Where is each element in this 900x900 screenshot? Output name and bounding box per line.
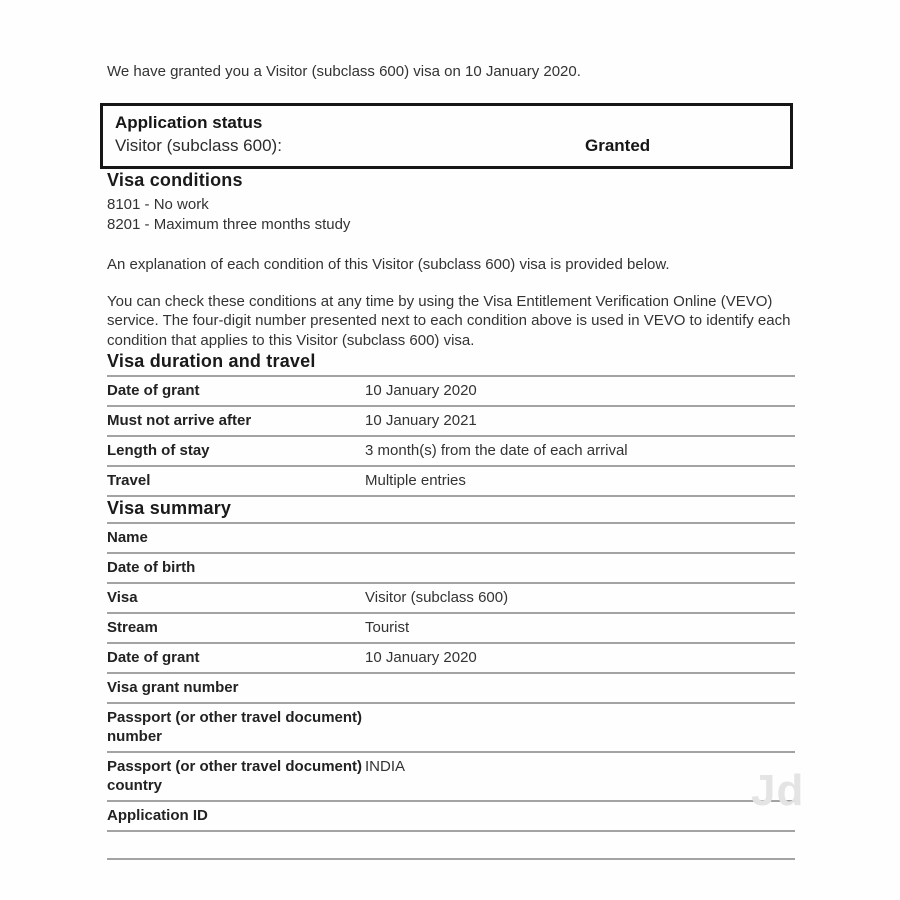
table-row <box>107 584 795 614</box>
table-row <box>107 644 795 674</box>
row-value <box>365 558 795 577</box>
row-label: Passport (or other travel document) country <box>107 758 363 794</box>
row-label: Date of birth <box>107 559 196 576</box>
application-status-title: Application status <box>115 113 263 132</box>
application-status-label: Visitor (subclass 600): <box>115 136 282 155</box>
row-value: INDIA <box>365 758 406 775</box>
application-status-value: Granted <box>585 136 651 155</box>
application-status-box <box>100 103 793 169</box>
row-value <box>365 806 795 825</box>
condition-item: 8101 - No work <box>107 196 209 213</box>
table-row <box>107 674 795 704</box>
row-label: Travel <box>107 472 151 489</box>
table-row <box>107 554 795 584</box>
table-row <box>107 704 795 753</box>
jd-watermark: Jd <box>751 766 805 815</box>
row-label: Date of grant <box>107 382 200 399</box>
visa-summary-title: Visa summary <box>107 498 232 518</box>
row-label: Passport (or other travel document) number <box>107 709 363 745</box>
table-row <box>107 407 795 437</box>
condition-item: 8201 - Maximum three months study <box>107 216 351 233</box>
visa-conditions-list <box>107 195 795 235</box>
document-content <box>107 0 795 860</box>
row-value: 10 January 2021 <box>365 412 477 429</box>
row-value <box>365 836 795 853</box>
grant-intro-text: We have granted you a Visitor (subclass 600) visa on 10 January 2020. <box>107 63 581 80</box>
visa-duration-table <box>107 375 795 497</box>
table-row <box>107 802 795 832</box>
row-label <box>107 836 365 853</box>
row-label: Must not arrive after <box>107 412 252 429</box>
visa-duration-title: Visa duration and travel <box>107 351 316 371</box>
table-row <box>107 753 795 802</box>
table-row <box>107 467 795 497</box>
table-row <box>107 524 795 554</box>
row-label: Name <box>107 529 148 546</box>
row-value <box>365 708 795 746</box>
row-label: Date of grant <box>107 649 200 666</box>
table-row <box>107 614 795 644</box>
row-value: 10 January 2020 <box>365 649 477 666</box>
row-label: Length of stay <box>107 442 210 459</box>
row-value: Tourist <box>365 619 410 636</box>
row-label: Stream <box>107 619 158 636</box>
row-value: Visitor (subclass 600) <box>365 589 509 606</box>
visa-summary-table <box>107 522 795 860</box>
application-status-row <box>115 134 778 158</box>
row-value <box>365 528 795 547</box>
table-row <box>107 437 795 467</box>
table-row-blank <box>107 832 795 860</box>
row-value: 3 month(s) from the date of each arrival <box>365 442 628 459</box>
conditions-explanation-text: An explanation of each condition of this Visitor (subclass 600) visa is provided below. <box>107 256 670 273</box>
row-value: 10 January 2020 <box>365 382 477 399</box>
row-value <box>365 678 795 697</box>
row-label: Visa grant number <box>107 679 239 696</box>
row-label: Application ID <box>107 807 208 824</box>
table-row <box>107 377 795 407</box>
visa-conditions-title: Visa conditions <box>107 170 243 190</box>
row-value: Multiple entries <box>365 472 466 489</box>
row-label: Visa <box>107 589 138 606</box>
vevo-note-text: You can check these conditions at any time by using the Visa Entitlement Verification Online (VEVO) service. The four-digit number presented next to each condition above is used in VEVO to identify each condition that applies to this Visitor (subclass 600) visa. <box>107 292 791 349</box>
